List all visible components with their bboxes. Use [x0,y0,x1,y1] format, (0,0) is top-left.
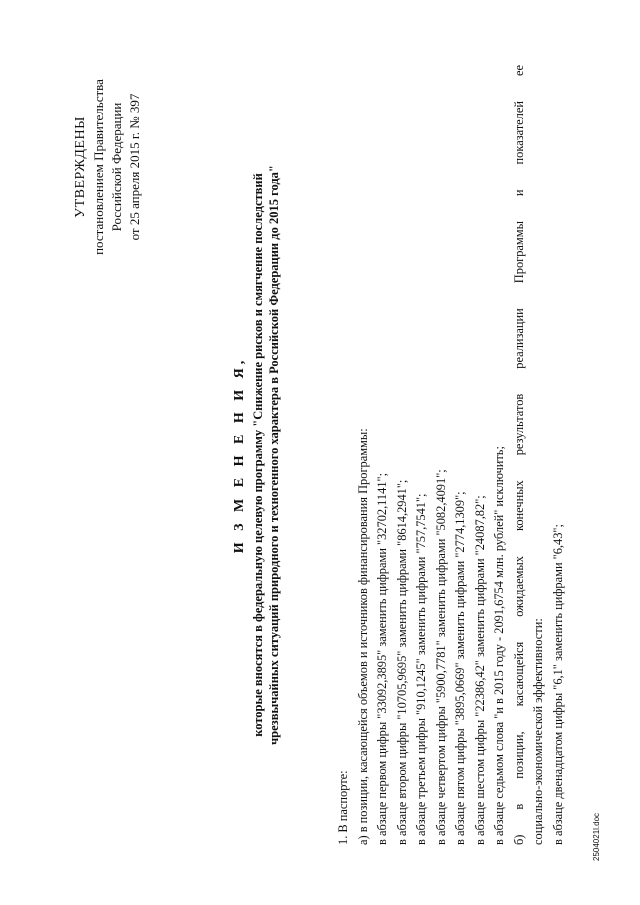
body-line: в абзаце пятом цифры "3895,0669" заменить цифрами "2774,1309"; [453,491,467,845]
heading-title: И З М Е Н Е Н И Я, [232,356,247,554]
approval-line-3: от 25 апреля 2015 г. № 397 [127,93,142,241]
body-line: социально-экономической эффективности: [531,618,545,845]
approval-stamp [72,37,144,297]
body-line-justified: б) в позиции, касающейся ожидаемых конечных результатов реализации Программы и показателей ее [511,65,526,845]
body-line: 1. В паспорте: [336,770,350,845]
body-line: в абзаце шестом цифры "22386,42" заменить цифрами "24087,82"; [472,495,487,845]
body-line: в абзаце втором цифры "10705,9695" заменить цифрами "8614,2941"; [394,479,409,845]
body-line: а) в позиции, касающейся объемов и источников финансирования Программы: [355,428,370,845]
approval-title: УТВЕРЖДЕНЫ [73,116,88,218]
document-heading [232,65,282,845]
heading-line-2: чрезвычайных ситуаций природного и техногенного характера в Российской Федерации до 2015 года" [267,165,281,745]
heading-line-1: которые вносятся в федеральную целевую программу "Снижение рисков и смягчение последствий [251,173,265,737]
body-line: в абзаце двенадцатом цифры "6,1" заменить цифрами "6,43"; [550,524,565,845]
document-body [334,65,568,845]
body-line: в абзаце четвертом цифры "5900,7781" заменить цифрами "5082,4091"; [433,469,448,845]
body-line: в абзаце третьем цифры "910,1245" заменить цифрами "757,7541"; [414,493,428,845]
body-line: в абзаце седьмом слова "и в 2015 году - 2091,6754 млн. рублей" исключить; [492,446,506,845]
approval-line-2: Российской Федерации [109,102,124,232]
approval-line-1: постановлением Правительства [91,79,106,255]
body-line: в абзаце первом цифры "33092,3895" заменить цифрами "32702,1141"; [375,472,389,845]
document-footer-code: 2504021l.doc [592,812,601,861]
